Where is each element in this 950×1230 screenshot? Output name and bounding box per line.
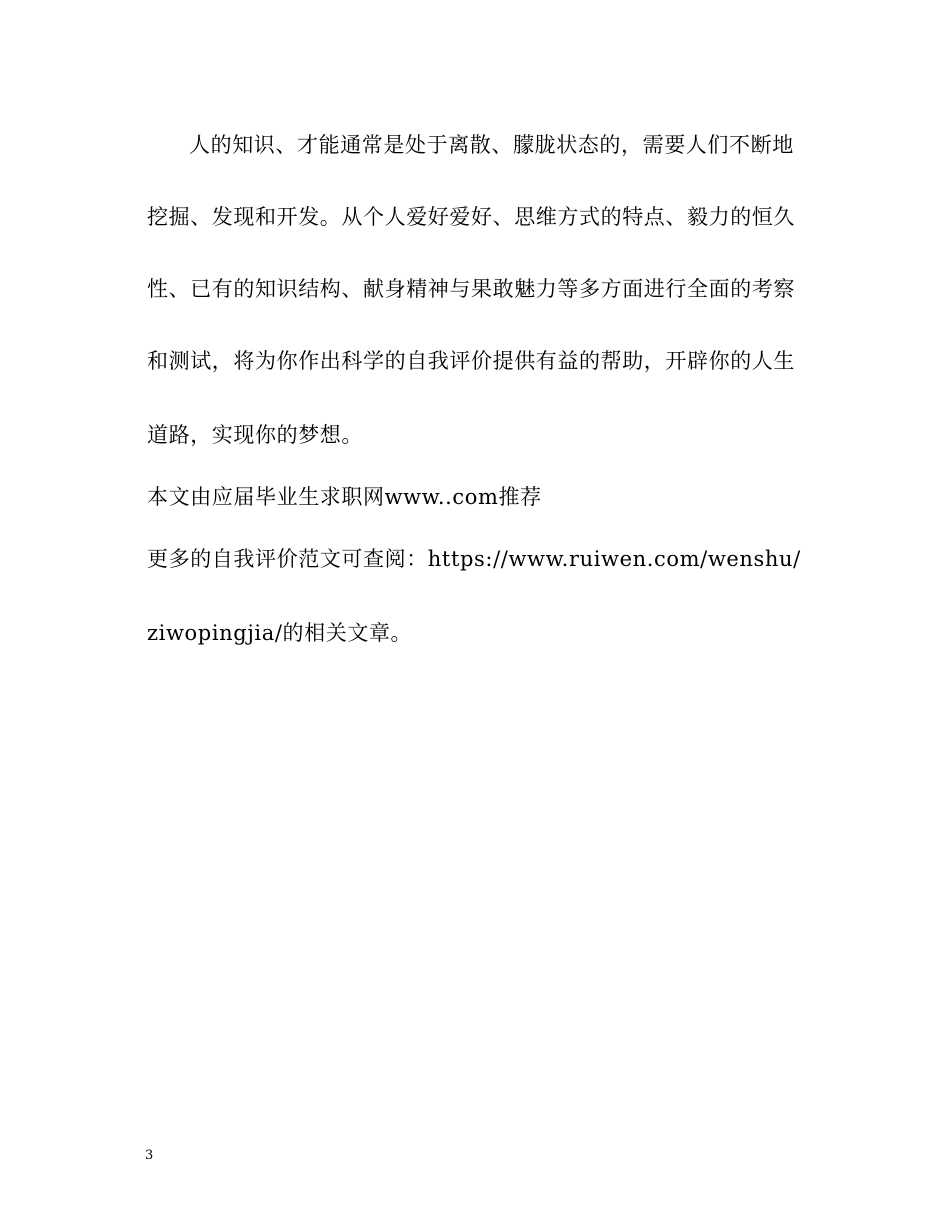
paragraph-line-4: 和测试，将为你作出科学的自我评价提供有益的帮助，开辟你的人生 bbox=[147, 349, 795, 373]
page-number: 3 bbox=[145, 1148, 154, 1163]
paragraph-line-3: 性、已有的知识结构、献身精神与果敢魅力等多方面进行全面的考察 bbox=[147, 277, 795, 301]
paragraph-line-1: 人的知识、才能通常是处于离散、朦胧状态的，需要人们不断地 bbox=[189, 133, 794, 157]
recommend-line: 本文由应届毕业生求职网www..com推荐 bbox=[147, 485, 542, 509]
more-articles-line-1: 更多的自我评价范文可查阅：https://www.ruiwen.com/wenshu/ bbox=[147, 547, 801, 571]
more-articles-line-2: ziwopingjia/的相关文章。 bbox=[147, 621, 413, 645]
paragraph-line-5: 道路，实现你的梦想。 bbox=[147, 423, 363, 447]
paragraph-line-2: 挖掘、发现和开发。从个人爱好爱好、思维方式的特点、毅力的恒久 bbox=[147, 205, 795, 229]
